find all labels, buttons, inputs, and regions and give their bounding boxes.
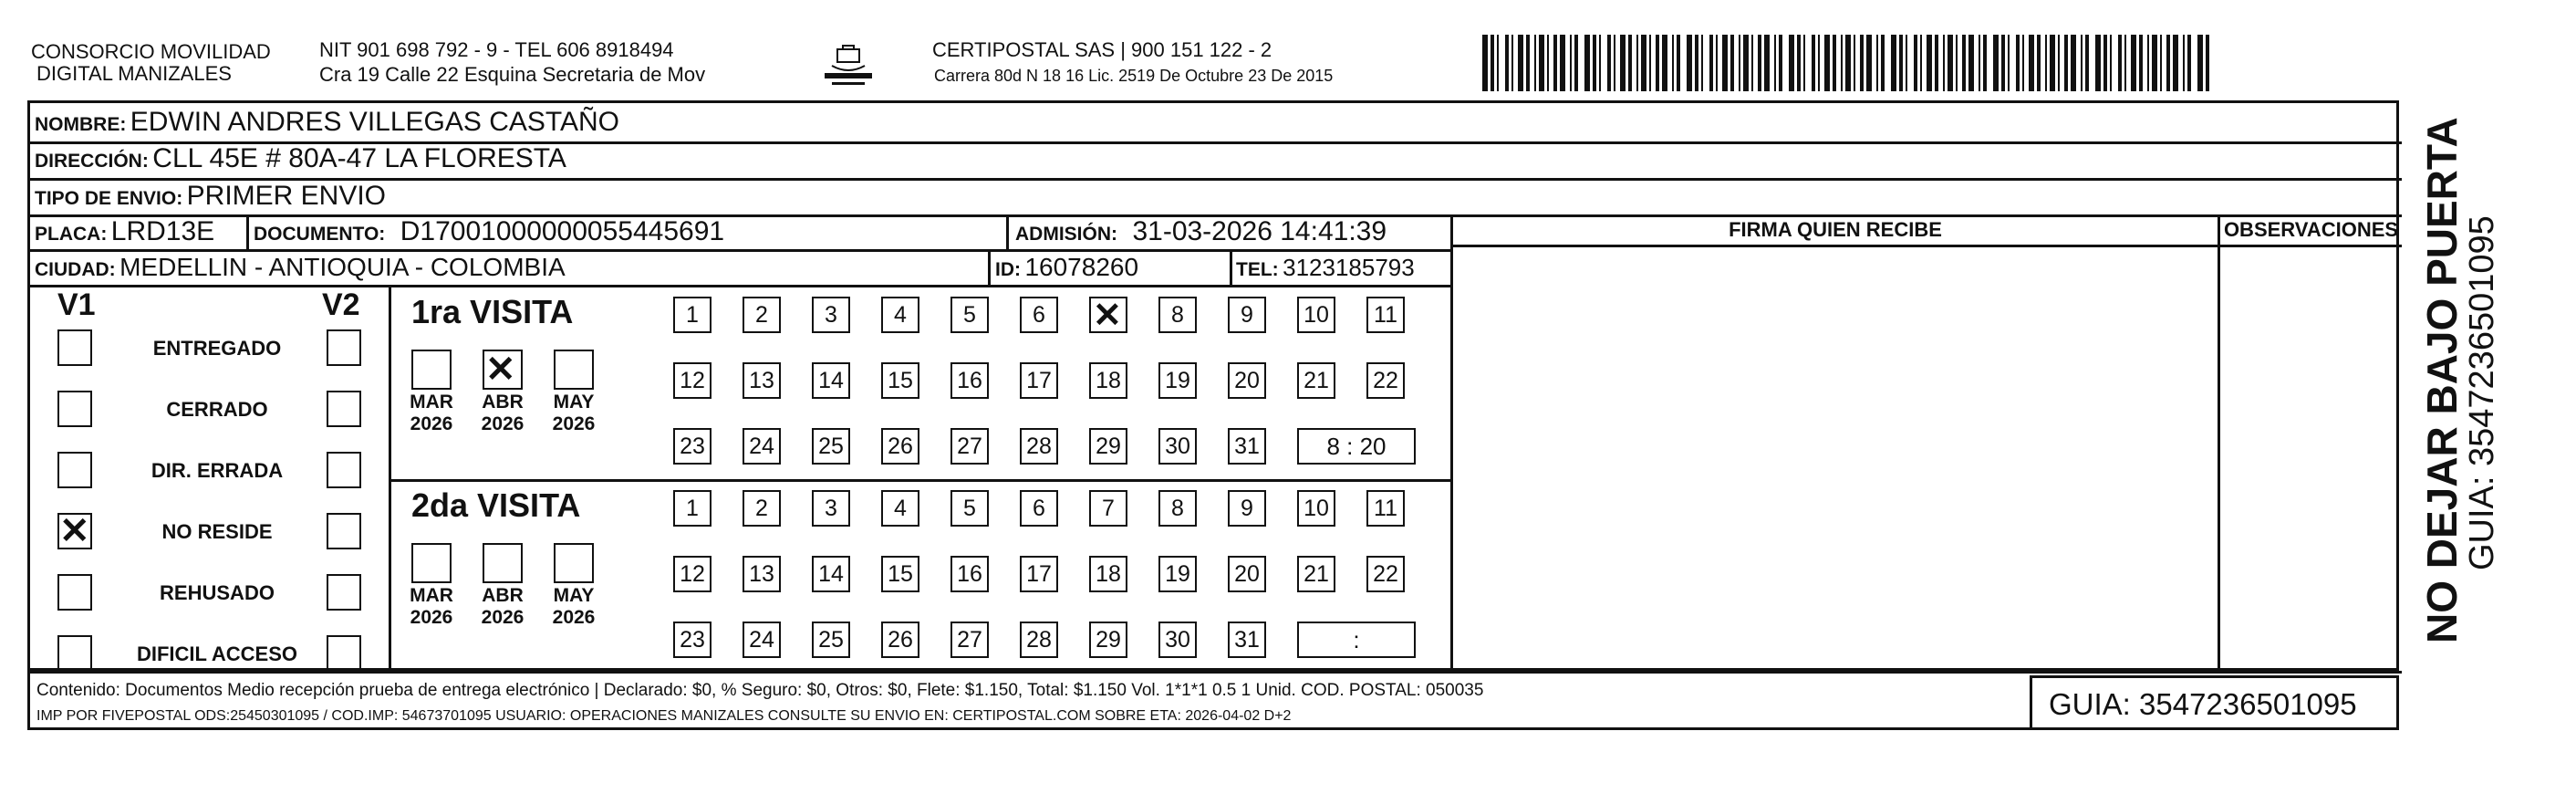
company-name-line1: CONSORCIO MOVILIDAD	[31, 40, 271, 63]
day-box[interactable]: 10	[1297, 490, 1335, 527]
day-box[interactable]: 2	[743, 297, 781, 333]
status-label: DIR. ERRADA	[151, 459, 284, 482]
x-mark-icon: ✕	[485, 350, 516, 390]
id-field	[995, 252, 1138, 287]
tel-label: TEL:	[1236, 259, 1279, 280]
recipient-address: CLL 45E # 80A-47 LA FLORESTA	[152, 143, 566, 173]
month-checkbox[interactable]	[411, 350, 452, 390]
second-visit-title: 2da VISITA	[411, 486, 581, 524]
day-box[interactable]: 28	[1020, 428, 1058, 465]
certipostal-logo	[812, 42, 885, 91]
day-box[interactable]: 23	[673, 622, 712, 658]
admission-label: ADMISIÓN:	[1015, 224, 1117, 245]
day-box[interactable]: 7	[1089, 490, 1127, 527]
observations-title: OBSERVACIONES	[2223, 218, 2399, 241]
status-label: DIFICIL ACCESO	[136, 643, 297, 665]
v1-checkbox[interactable]	[57, 635, 92, 672]
status-label: CERRADO	[166, 398, 268, 421]
day-box[interactable]: 18	[1089, 362, 1127, 399]
day-box[interactable]: 13	[743, 362, 781, 399]
v2-checkbox[interactable]	[327, 329, 361, 366]
v1-checkbox[interactable]	[57, 452, 92, 488]
day-box[interactable]: 6	[1020, 490, 1058, 527]
day-box[interactable]: 31	[1228, 622, 1266, 658]
day-box[interactable]: 30	[1158, 428, 1197, 465]
v2-header: V2	[322, 287, 360, 322]
day-box[interactable]: 13	[743, 556, 781, 592]
document-label: DOCUMENTO:	[254, 224, 386, 245]
plate-label: PLACA:	[35, 224, 108, 245]
month-year: 2026	[552, 413, 596, 434]
v1-checkbox[interactable]	[57, 513, 92, 549]
month-year: 2026	[410, 413, 453, 434]
signature-area[interactable]	[1455, 249, 2216, 669]
carrier-address: Carrera 80d N 18 16 Lic. 2519 De Octubre 23 De 2015	[934, 67, 1334, 85]
day-box[interactable]: 23	[673, 428, 712, 465]
day-box[interactable]: 3	[812, 490, 850, 527]
day-box[interactable]: 5	[950, 297, 989, 333]
tel-field	[1236, 252, 1415, 287]
day-box[interactable]: 4	[881, 297, 919, 333]
company-address: Cra 19 Calle 22 Esquina Secretaria de Mov	[319, 63, 706, 86]
admission-value: 31-03-2026 14:41:39	[1132, 216, 1387, 246]
day-box[interactable]: 10	[1297, 297, 1335, 333]
v1-checkbox[interactable]	[57, 574, 92, 611]
tel-value: 3123185793	[1283, 254, 1415, 281]
recipient-name: EDWIN ANDRES VILLEGAS CASTAÑO	[130, 107, 620, 137]
shipping-type-field	[35, 181, 386, 216]
signature-title: FIRMA QUIEN RECIBE	[1729, 218, 1942, 241]
day-box[interactable]: 2	[743, 490, 781, 527]
day-box[interactable]: 18	[1089, 556, 1127, 592]
day-box[interactable]: 25	[812, 428, 850, 465]
day-box[interactable]: 25	[812, 622, 850, 658]
time-box[interactable]: :	[1297, 622, 1416, 658]
v1-checkbox[interactable]	[57, 329, 92, 366]
no-leave-under-door-warning: NO DEJAR BAJO PUERTA	[2418, 117, 2466, 643]
id-label: ID:	[995, 259, 1021, 280]
shipping-type: PRIMER ENVIO	[186, 181, 387, 211]
day-box[interactable]: 16	[950, 556, 989, 592]
day-box[interactable]: 20	[1228, 556, 1266, 592]
day-box[interactable]: 14	[812, 362, 850, 399]
footer-frame	[27, 671, 2030, 730]
side-guide: GUIA: 3547236501095	[2463, 215, 2501, 570]
day-box[interactable]: 11	[1366, 297, 1405, 333]
day-box[interactable]: 21	[1297, 556, 1335, 592]
month-year: 2026	[552, 607, 596, 628]
month-label: MAY	[553, 585, 595, 606]
city-label: CIUDAD:	[35, 259, 116, 280]
day-box[interactable]: 26	[881, 428, 919, 465]
day-box[interactable]: 20	[1228, 362, 1266, 399]
day-box[interactable]: 14	[812, 556, 850, 592]
day-box[interactable]: 28	[1020, 622, 1058, 658]
day-box[interactable]: 29	[1089, 428, 1127, 465]
day-box[interactable]: 30	[1158, 622, 1197, 658]
day-box[interactable]: 8	[1158, 490, 1197, 527]
day-box[interactable]: 26	[881, 622, 919, 658]
day-box[interactable]: 17	[1020, 556, 1058, 592]
admission-field	[1015, 216, 1387, 252]
id-value: 16078260	[1024, 253, 1139, 281]
day-box[interactable]: 24	[743, 428, 781, 465]
v2-checkbox[interactable]	[327, 452, 361, 488]
shipping-type-label: TIPO DE ENVIO:	[35, 188, 183, 209]
company-name-line2: DIGITAL MANIZALES	[36, 62, 232, 85]
address-field	[35, 143, 566, 179]
plate-field	[35, 216, 214, 252]
v1-checkbox[interactable]	[57, 391, 92, 427]
day-box[interactable]: 15	[881, 556, 919, 592]
v2-checkbox[interactable]	[327, 513, 361, 549]
day-box[interactable]: 8	[1158, 297, 1197, 333]
day-box[interactable]: 15	[881, 362, 919, 399]
carrier-name: CERTIPOSTAL SAS | 900 151 122 - 2	[932, 38, 1272, 61]
day-box[interactable]: 17	[1020, 362, 1058, 399]
address-label: DIRECCIÓN:	[35, 151, 149, 172]
v1-header: V1	[57, 287, 96, 322]
barcode	[1482, 35, 2212, 91]
name-field	[35, 107, 619, 142]
day-box[interactable]: 29	[1089, 622, 1127, 658]
day-box[interactable]: 19	[1158, 556, 1197, 592]
company-nit: NIT 901 698 792 - 9 - TEL 606 8918494	[319, 38, 674, 61]
footer-guide-box	[2030, 675, 2399, 730]
month-checkbox[interactable]	[483, 350, 523, 390]
city-value: MEDELLIN - ANTIOQUIA - COLOMBIA	[119, 253, 566, 281]
footer-print-line: IMP POR FIVEPOSTAL ODS:25450301095 / COD.IMP: 54673701095 USUARIO: OPERACIONES MANIZALES CONSULTE SU ENVIO EN: CERTIPOSTAL.COM SOBRE ETA: 2026-04-02 D+2	[36, 708, 1292, 724]
month-label: ABR	[482, 585, 524, 606]
month-checkbox[interactable]	[554, 350, 594, 390]
v2-checkbox[interactable]	[327, 574, 361, 611]
first-visit-title: 1ra VISITA	[411, 293, 574, 330]
month-label: MAR	[410, 392, 453, 413]
month-checkbox[interactable]	[554, 543, 594, 583]
x-mark-icon: ✕	[1093, 297, 1122, 335]
day-box[interactable]: 12	[673, 362, 712, 399]
month-checkbox[interactable]	[411, 543, 452, 583]
observations-area[interactable]	[2222, 249, 2400, 669]
month-label: MAR	[410, 585, 453, 606]
time-box[interactable]: 8 : 20	[1297, 428, 1416, 465]
day-box[interactable]: 12	[673, 556, 712, 592]
status-label: REHUSADO	[160, 581, 275, 604]
day-box[interactable]: 31	[1228, 428, 1266, 465]
month-year: 2026	[481, 413, 525, 434]
v2-checkbox[interactable]	[327, 635, 361, 672]
day-box[interactable]: 1	[673, 297, 712, 333]
footer-content-line: Contenido: Documentos Medio recepción prueba de entrega electrónico | Declarado: $0, % Seguro: $0, Otros: $0, Flete: $1.150, Total: $1.150 Vol. 1*1*1 0.5 1 Unid. COD. POSTAL: 050035	[36, 681, 1484, 700]
day-box[interactable]: 9	[1228, 490, 1266, 527]
day-box[interactable]: 24	[743, 622, 781, 658]
day-box[interactable]: 22	[1366, 362, 1405, 399]
status-label: ENTREGADO	[152, 337, 282, 360]
day-box[interactable]: 22	[1366, 556, 1405, 592]
day-box[interactable]: 11	[1366, 490, 1405, 527]
month-year: 2026	[410, 607, 453, 628]
day-box[interactable]	[1089, 297, 1127, 333]
day-box[interactable]: 6	[1020, 297, 1058, 333]
day-box[interactable]: 19	[1158, 362, 1197, 399]
day-box[interactable]: 27	[950, 428, 989, 465]
day-box[interactable]: 9	[1228, 297, 1266, 333]
document-value: D17001000000055445691	[400, 216, 725, 246]
day-box[interactable]: 21	[1297, 362, 1335, 399]
month-checkbox[interactable]	[483, 543, 523, 583]
day-box[interactable]: 4	[881, 490, 919, 527]
footer-guide: GUIA: 3547236501095	[2049, 687, 2357, 721]
month-year: 2026	[481, 607, 525, 628]
plate-value: LRD13E	[110, 216, 215, 246]
status-label: NO RESIDE	[161, 520, 273, 543]
month-label: ABR	[482, 392, 524, 413]
document-field	[254, 216, 724, 252]
name-label: NOMBRE:	[35, 114, 127, 135]
day-box[interactable]: 16	[950, 362, 989, 399]
day-box[interactable]: 27	[950, 622, 989, 658]
v2-checkbox[interactable]	[327, 391, 361, 427]
month-label: MAY	[553, 392, 595, 413]
city-field	[35, 252, 566, 287]
delivery-form	[27, 100, 2399, 671]
day-box[interactable]: 1	[673, 490, 712, 527]
day-box[interactable]: 3	[812, 297, 850, 333]
day-box[interactable]: 5	[950, 490, 989, 527]
x-mark-icon: ✕	[59, 511, 90, 551]
